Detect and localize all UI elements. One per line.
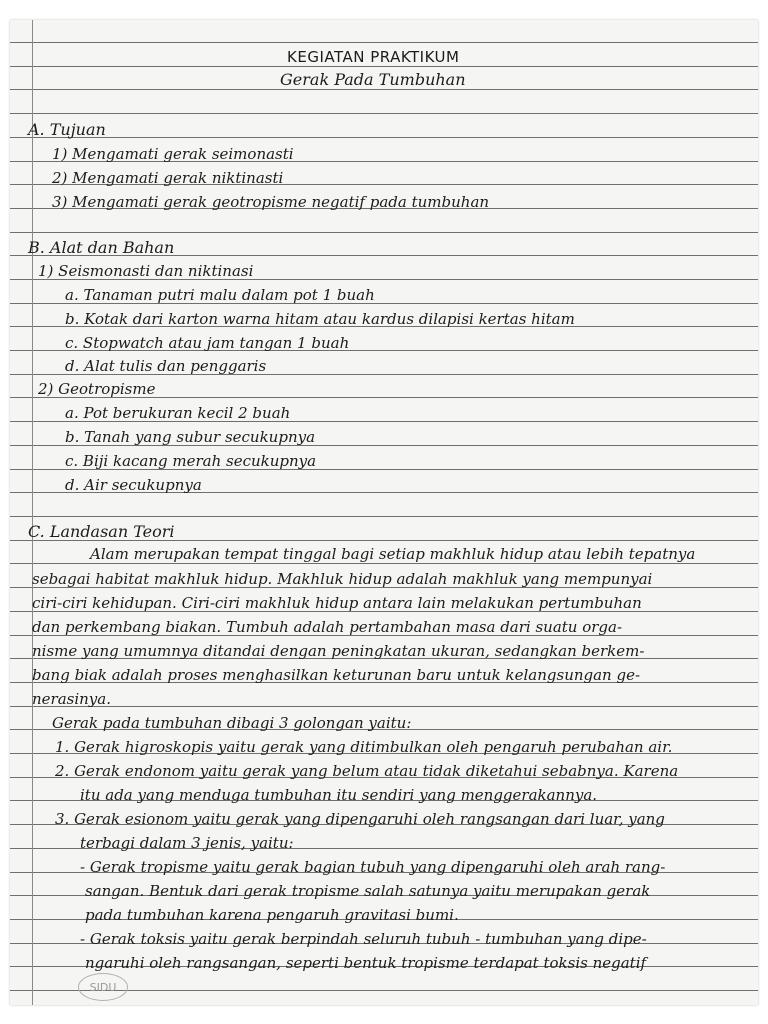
page-title: KEGIATAN PRAKTIKUM (287, 48, 460, 66)
list-item: 1) Mengamati gerak seimonasti (52, 145, 294, 163)
list-item: 2) Mengamati gerak niktinasti (52, 169, 284, 187)
paragraph-line: ciri-ciri kehidupan. Ciri-ciri makhluk hidup antara lain melakukan pertumbuhan (32, 594, 642, 612)
section-heading-tujuan: A. Tujuan (28, 120, 106, 139)
list-item: b. Kotak dari karton warna hitam atau kardus dilapisi kertas hitam (65, 310, 575, 328)
list-item: ngaruhi oleh rangsangan, seperti bentuk tropisme terdapat toksis negatif (85, 954, 647, 972)
paragraph-line: Gerak pada tumbuhan dibagi 3 golongan yaitu: (52, 714, 412, 732)
paragraph-line: dan perkembang biakan. Tumbuh adalah pertambahan masa dari suatu orga- (32, 618, 623, 636)
ruled-line (10, 137, 758, 138)
ruled-line (10, 42, 758, 43)
list-item: a. Pot berukuran kecil 2 buah (65, 404, 291, 422)
paragraph-line: sebagai habitat makhluk hidup. Makhluk hidup adalah makhluk yang mempunyai (32, 570, 653, 588)
ruled-line (10, 563, 758, 564)
margin-line (32, 20, 33, 1005)
list-item: terbagi dalam 3 jenis, yaitu: (80, 834, 294, 852)
list-item: pada tumbuhan karena pengaruh gravitasi bumi. (85, 906, 459, 924)
list-item: b. Tanah yang subur secukupnya (65, 428, 316, 446)
list-item: - Gerak tropisme yaitu gerak bagian tubuh yang dipengaruhi oleh arah rang- (80, 858, 666, 876)
ruled-line (10, 706, 758, 707)
list-item: sangan. Bentuk dari gerak tropisme salah satunya yaitu merupakan gerak (85, 882, 651, 900)
notebook-page (10, 20, 758, 1005)
list-item: - Gerak toksis yaitu gerak berpindah seluruh tubuh - tumbuhan yang dipe- (80, 930, 647, 948)
paragraph-line: nerasinya. (32, 690, 111, 708)
section-heading-alat: B. Alat dan Bahan (28, 238, 175, 257)
list-item: 2. Gerak endonom yaitu gerak yang belum atau tidak diketahui sebabnya. Karena (55, 762, 679, 780)
list-item: d. Air secukupnya (65, 476, 202, 494)
subsection-title: 1) Seismonasti dan niktinasi (38, 262, 254, 280)
list-item: 1. Gerak higroskopis yaitu gerak yang ditimbulkan oleh pengaruh perubahan air. (55, 738, 673, 756)
ruled-line (10, 113, 758, 114)
paragraph-line: nisme yang umumnya ditandai dengan peningkatan ukuran, sedangkan berkem- (32, 642, 645, 660)
paragraph-line: bang biak adalah proses menghasilkan keturunan baru untuk kelangsungan ge- (32, 666, 641, 684)
section-heading-landasan: C. Landasan Teori (28, 522, 175, 541)
ruled-line (10, 232, 758, 233)
list-item: itu ada yang menduga tumbuhan itu sendiri yang menggerakannya. (80, 786, 598, 804)
subsection-title: 2) Geotropisme (38, 380, 156, 398)
brand-stamp: SIDU (78, 973, 128, 1001)
list-item: d. Alat tulis dan penggaris (65, 357, 267, 375)
list-item: a. Tanaman putri malu dalam pot 1 buah (65, 286, 375, 304)
ruled-line (10, 516, 758, 517)
ruled-line (10, 89, 758, 90)
page-subtitle: Gerak Pada Tumbuhan (280, 70, 466, 89)
list-item: c. Biji kacang merah secukupnya (65, 452, 317, 470)
list-item: c. Stopwatch atau jam tangan 1 buah (65, 334, 350, 352)
ruled-line (10, 66, 758, 67)
paragraph-line: Alam merupakan tempat tinggal bagi setiap makhluk hidup atau lebih tepatnya (90, 545, 696, 563)
list-item: 3) Mengamati gerak geotropisme negatif pada tumbuhan (52, 193, 490, 211)
list-item: 3. Gerak esionom yaitu gerak yang dipengaruhi oleh rangsangan dari luar, yang (55, 810, 665, 828)
